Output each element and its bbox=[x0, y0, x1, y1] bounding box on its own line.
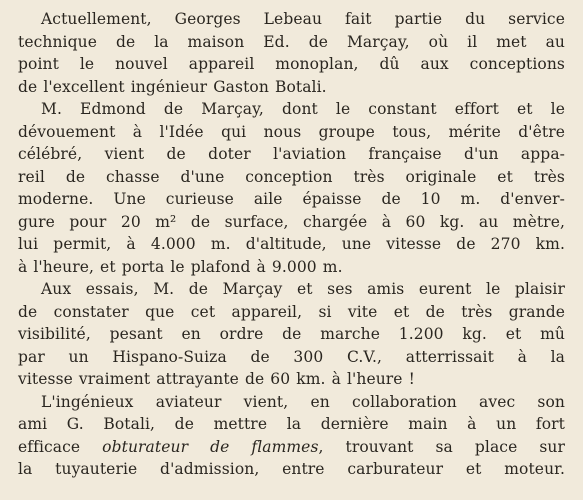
text-line: dévouement à l'Idée qui nous groupe tous, mérite d'être bbox=[18, 122, 565, 141]
paragraph-2 bbox=[18, 98, 565, 278]
text-fragment: efficace bbox=[18, 437, 103, 456]
text-line: de l'excellent ingénieur Gaston Botali. bbox=[18, 77, 327, 96]
paragraph-4 bbox=[18, 391, 565, 481]
text-line: moderne. Une curieuse aile épaisse de 10 m. d'enver- bbox=[18, 190, 565, 208]
text-line: de constater que cet appareil, si vite et de très grande bbox=[18, 302, 565, 321]
text-line: célébré, vient de doter l'aviation française d'un appa- bbox=[18, 145, 565, 163]
text-line: reil de chasse d'une conception très originale et très bbox=[18, 167, 565, 186]
text-line: Actuellement, Georges Lebeau fait partie du service bbox=[41, 10, 565, 28]
text-line: à l'heure, et porta le plafond à 9.000 m. bbox=[18, 257, 343, 276]
text-line: la tuyauterie d'admission, entre carburateur et moteur. bbox=[18, 460, 565, 478]
text-line: M. Edmond de Marçay, dont le constant effort et le bbox=[41, 100, 565, 118]
text-line: visibilité, pesant en ordre de marche 1.200 kg. et mû bbox=[18, 325, 565, 343]
paragraph-3 bbox=[18, 278, 565, 391]
text-fragment: , trouvant sa place sur bbox=[318, 437, 565, 456]
text-line: point le nouvel appareil monoplan, dû aux conceptions bbox=[18, 55, 565, 73]
text-line: lui permit, à 4.000 m. d'altitude, une vitesse de 270 km. bbox=[18, 235, 565, 253]
text-line: vitesse vraiment attrayante de 60 km. à l'heure ! bbox=[18, 370, 415, 388]
text-line: L'ingénieux aviateur vient, en collaboration avec son bbox=[41, 392, 565, 411]
text-line: Aux essais, M. de Marçay et ses amis eurent le plaisir bbox=[41, 280, 565, 298]
text-line: par un Hispano-Suiza de 300 C.V., atterrissait à la bbox=[18, 347, 565, 366]
text-line: technique de la maison Ed. de Marçay, où il met au bbox=[18, 32, 565, 51]
text-line: gure pour 20 m² de surface, chargée à 60 kg. au mètre, bbox=[18, 212, 565, 231]
paragraph-1 bbox=[18, 8, 565, 98]
text-line: ami G. Botali, de mettre la dernière main à un fort bbox=[18, 415, 565, 433]
text-line-with-italic bbox=[18, 436, 565, 459]
italic-term: obturateur de flammes bbox=[102, 437, 319, 456]
